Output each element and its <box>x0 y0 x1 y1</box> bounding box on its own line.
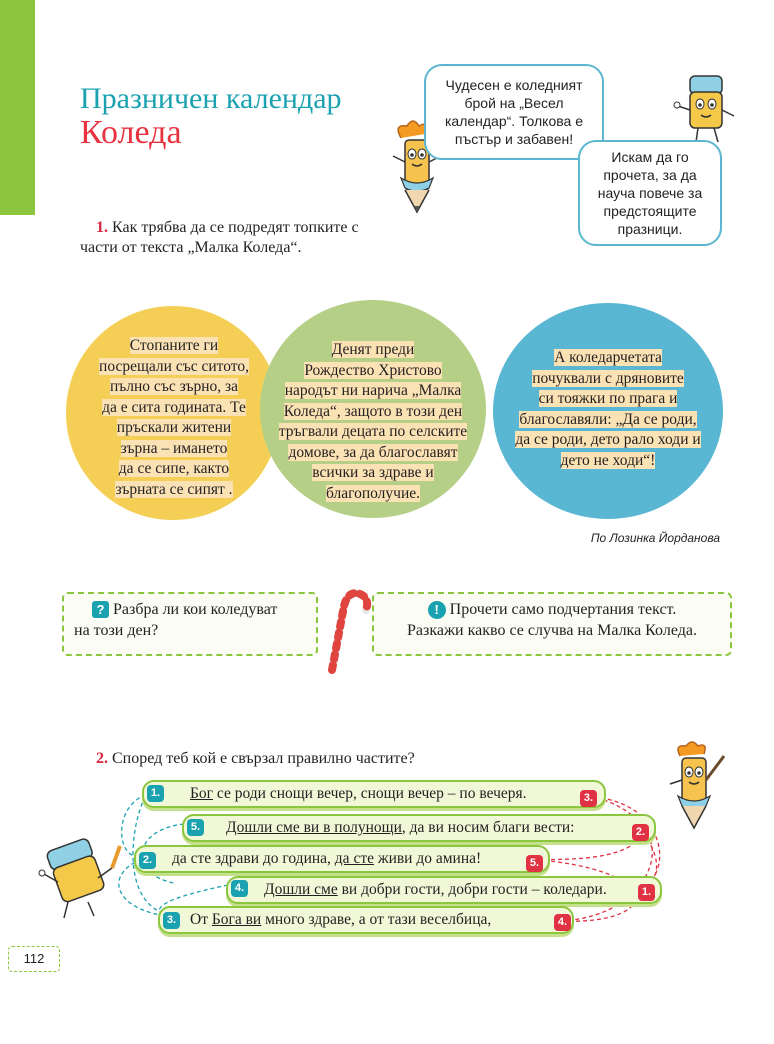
page-title: Празничен календар <box>80 82 342 115</box>
bubble-line: предстоящите <box>603 203 697 219</box>
text-line: домове, за да благославят <box>288 443 458 461</box>
right-number-badge: 5. <box>526 855 543 872</box>
question-icon: ? <box>92 601 109 618</box>
task-text: части от текста „Малка Коледа“. <box>80 239 302 256</box>
text-line: А коледарчетата <box>554 349 662 366</box>
left-number-badge: 2. <box>139 852 156 869</box>
blue-circle-text <box>497 348 719 471</box>
verse-text: Бог се роди снощи вечер, снощи вечер – по вечеря. <box>190 785 527 802</box>
text-line: пръскали житени <box>116 419 232 436</box>
bubble-line: Искам да го <box>611 149 689 165</box>
task-number: 2. <box>96 750 108 767</box>
text-line: да е сита годината. Те <box>102 398 246 416</box>
text-line: благополучие. <box>325 484 420 502</box>
left-number-badge: 5. <box>187 819 204 836</box>
exclamation-icon: ! <box>428 601 446 619</box>
text-line: почуквали с дряновите <box>532 369 684 387</box>
author-credit: По Лозинка Йорданова <box>590 531 720 545</box>
eraser-character-illustration <box>28 832 126 922</box>
question-box <box>62 592 318 656</box>
verse-strip <box>134 845 550 873</box>
task-number: 1. <box>96 219 108 236</box>
question-text: на този ден? <box>74 622 159 639</box>
left-number-badge: 4. <box>231 880 248 897</box>
right-number-badge: 3. <box>580 790 597 807</box>
verse-strip <box>226 876 662 904</box>
bubble-line: прочета, за да <box>603 167 697 183</box>
text-line: Коледа“, защото в този ден <box>283 402 463 420</box>
text-line: народът ни нарича „Малка <box>284 382 462 399</box>
text-line: тръгвали децата по селските <box>278 423 468 440</box>
left-number-badge: 1. <box>147 785 164 802</box>
verse-text: От Бога ви много здраве, а от тази веселбица, <box>190 911 492 928</box>
instruction-text: Разкажи какво се случва на Малка Коледа. <box>407 622 697 639</box>
text-line: Рождество Христово <box>304 361 442 379</box>
page-subtitle: Коледа <box>80 114 182 151</box>
instruction-box <box>372 592 732 656</box>
left-number-badge: 3. <box>163 912 180 929</box>
candy-cane-icon <box>318 584 374 676</box>
text-line: зърната се сипят . <box>115 480 233 498</box>
text-line: зърна – имането <box>120 439 228 457</box>
verse-text: да сте здрави до година, да сте живи до амина! <box>172 850 482 867</box>
pencil-girl-illustration-2 <box>660 740 736 844</box>
bubble-line: Чудесен е коледният <box>445 77 583 93</box>
yellow-circle-text <box>74 336 274 500</box>
task-1 <box>80 218 410 258</box>
text-line: посрещали със ситото, <box>99 357 249 375</box>
text-line: да се роди, дето рало ходи и <box>515 431 701 448</box>
right-number-badge: 2. <box>632 824 649 841</box>
green-circle-text <box>262 340 484 504</box>
text-line: Денят преди <box>331 341 415 358</box>
bubble-line: брой на „Весел <box>464 95 564 111</box>
task-text: Според теб кой е свързал правилно частите? <box>112 750 415 767</box>
verse-text: Дошли сме ви в полунощи, да ви носим благи вести: <box>226 819 575 836</box>
bubble-line: науча повече за <box>597 185 703 201</box>
right-number-badge: 4. <box>554 914 571 931</box>
instruction-text: Прочети само подчертания текст. <box>449 601 677 618</box>
bubble-line: пъстър и забавен! <box>454 131 574 147</box>
text-line: всички за здраве и <box>312 464 434 481</box>
text-line: да се сипе, както <box>118 460 230 477</box>
verse-text: Дошли сме ви добри гости, добри гости – коледари. <box>264 881 607 898</box>
question-text: Разбра ли кои коледуват <box>113 601 278 618</box>
page-number: 112 <box>8 946 60 972</box>
side-color-bar <box>0 0 35 215</box>
speech-bubble-girl <box>424 64 604 160</box>
text-line: благославяли: „Да се роди, <box>519 410 697 428</box>
verse-strip <box>158 906 574 934</box>
verse-strip <box>182 814 656 842</box>
bubble-line: празници. <box>617 221 683 237</box>
task-text: Как трябва да се подредят топките с <box>112 219 359 236</box>
bubble-line: календар“. Толкова е <box>444 113 583 129</box>
verse-strip <box>142 780 606 808</box>
text-line: Стопаните ги <box>129 337 219 354</box>
task-2 <box>96 749 415 769</box>
text-line: пълно със зърно, за <box>109 378 239 395</box>
text-line: си тояжки по прага и <box>538 390 678 407</box>
right-number-badge: 1. <box>638 884 655 901</box>
text-line: дето не ходи“! <box>560 451 656 469</box>
speech-bubble-eraser <box>578 140 722 246</box>
